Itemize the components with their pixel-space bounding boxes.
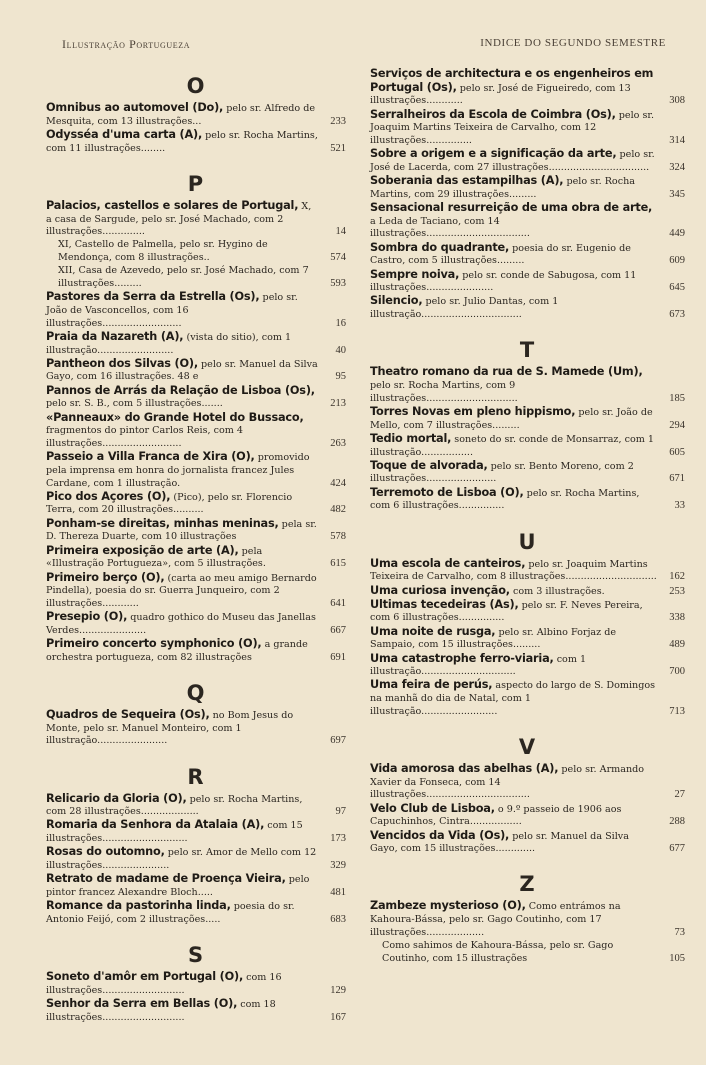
- index-entry: [370, 295, 685, 321]
- index-entry: [370, 653, 685, 679]
- entry-title: Primeiro concerto symphonico (O),: [46, 637, 262, 651]
- section-letter: O: [186, 74, 206, 98]
- entry-title: Omnibus ao automovel (Do),: [46, 101, 224, 114]
- entry-page-number: 609: [669, 255, 685, 267]
- section-spacer: [46, 749, 346, 759]
- index-entry: [46, 572, 346, 611]
- entry-title: Sobre a origem e a significação da arte,: [370, 147, 617, 161]
- entry-page-number: 233: [330, 115, 346, 127]
- entry-title: Sombra do quadrante,: [370, 240, 510, 254]
- index-entry: [370, 585, 685, 599]
- entry-title: Relicario da Gloria (O),: [46, 791, 187, 805]
- entry-page-number: 700: [669, 666, 685, 678]
- index-entry: [46, 819, 346, 845]
- section-spacer: [370, 719, 685, 729]
- entry-description: pelo sr. José de Lacerda, com 27 illustrações.................................: [370, 149, 655, 173]
- index-entry: [46, 358, 346, 384]
- index-entry: [370, 803, 685, 829]
- entry-page-number: 33: [674, 500, 685, 512]
- entry-page-number: 162: [669, 571, 685, 583]
- entry-page-number: 489: [669, 639, 685, 651]
- index-entry: [370, 68, 685, 108]
- entry-page-number: 713: [669, 705, 685, 717]
- entry-description: pelo sr. Joaquim Martins Teixeira de Carvalho, com 8 illustrações..............................: [370, 558, 657, 583]
- index-entry: [46, 900, 346, 926]
- entry-description: a Leda de Taciano, com 14 illustrações..................................: [370, 215, 530, 240]
- entry-page-number: 615: [330, 558, 346, 570]
- entry-title: Uma escola de canteiros,: [370, 556, 526, 570]
- entry-description: pelo sr. José de Figueiredo, com 13 illustrações............: [370, 82, 631, 107]
- entry-page-number: 677: [669, 843, 685, 855]
- entry-description: com 18 illustrações...........................: [46, 998, 276, 1023]
- entry-title: Retrato de madame de Proença Vieira,: [46, 872, 286, 886]
- entry-page-number: 308: [669, 95, 685, 107]
- entry-title: Uma noite de rusga,: [370, 624, 496, 638]
- entry-page-number: 324: [669, 161, 685, 173]
- entry-title: Uma feira de perús,: [370, 678, 493, 692]
- entry-description: aspecto do largo de S. Domingos na manhã do dia de Natal, com 1 illustração.........................: [370, 680, 656, 717]
- entry-page-number: 263: [330, 437, 346, 449]
- entry-description: X, a casa de Sargude, pelo sr. José Machado, com 2 illustrações..............: [46, 200, 312, 238]
- index-entry: [370, 599, 685, 625]
- entry-description: pelo sr. João de Vasconcellos, com 16 illustrações..........................: [46, 292, 298, 329]
- index-entry: [46, 412, 346, 451]
- entry-page-number: 593: [330, 278, 346, 290]
- index-entry: [370, 830, 685, 856]
- index-entry: [370, 626, 685, 652]
- index-entry: [46, 491, 346, 517]
- entry-page-number: 167: [330, 1011, 346, 1023]
- index-entry: [46, 518, 346, 544]
- entry-page-number: 667: [330, 624, 346, 636]
- entry-title: Velo Club de Lisboa,: [370, 801, 495, 815]
- entry-title: Palacios, castellos e solares de Portugal,: [46, 198, 299, 212]
- index-entry: [46, 265, 346, 290]
- index-entry: [370, 109, 685, 148]
- right-column: [370, 68, 685, 976]
- entry-page-number: 338: [669, 612, 685, 624]
- index-entry: [370, 366, 685, 405]
- entry-description: poesia do sr. Eugenio de Castro, com 5 illustrações.........: [370, 242, 631, 267]
- index-entry: [370, 242, 685, 268]
- entry-title: Torres Novas em pleno hippismo,: [370, 404, 576, 418]
- entry-title: Uma catastrophe ferro-viaria,: [370, 651, 554, 665]
- index-entry: [46, 451, 346, 490]
- index-entry: [370, 269, 685, 295]
- index-entry: [370, 406, 685, 432]
- entry-page-number: 105: [669, 952, 685, 964]
- entry-page-number: 645: [669, 282, 685, 294]
- entry-description: quadro gothico do Museu das Janellas Verdes......................: [46, 612, 316, 636]
- index-entry: [46, 545, 346, 571]
- entry-description: pelo sr. Rocha Martins, com 29 illustrações.........: [370, 176, 635, 200]
- entry-description: Como entrámos na Kahoura-Bássa, pelo sr. Gago Coutinho, com 17 illustrações...................: [370, 901, 621, 938]
- left-column: [46, 68, 346, 1035]
- entry-description: pelo sr. Manuel da Silva Gayo, com 16 illustrações. 48 e: [46, 358, 318, 383]
- entry-page-number: 294: [669, 419, 685, 431]
- entry-description: pelo sr. João de Mello, com 7 illustrações.........: [370, 406, 653, 431]
- entry-description: pelo sr. Rocha Martins, com 11 illustrações........: [46, 129, 318, 154]
- section-spacer: [46, 927, 346, 937]
- index-entry: [46, 239, 346, 264]
- entry-title: Vida amorosa das abelhas (A),: [370, 762, 559, 776]
- index-entry: [46, 638, 346, 664]
- entry-page-number: 95: [335, 371, 346, 383]
- entry-title: Odysséa d'uma carta (A),: [46, 127, 203, 141]
- entry-description: XI, Castello de Palmella, pelo sr. Hygino de Mendonça, com 8 illustrações..: [58, 239, 268, 264]
- entry-page-number: 641: [330, 597, 346, 609]
- entry-title: Passeio a Villa Franca de Xira (O),: [46, 450, 255, 464]
- entry-title: Romaria da Senhora da Atalaia (A),: [46, 818, 265, 832]
- index-entry: [46, 129, 346, 155]
- index-entry: [46, 873, 346, 899]
- section-letter: Z: [519, 872, 536, 897]
- index-entry: [46, 971, 346, 997]
- entry-description: (vista do sitio), com 1 illustração.........................: [46, 331, 292, 356]
- entry-description: pela «Illustração Portugueza», com 5 illustrações.: [46, 545, 266, 570]
- entry-page-number: 73: [674, 926, 685, 938]
- entry-title: Serviços de architectura e os engenheiros em Portugal (Os),: [370, 67, 654, 94]
- entry-title: Silencio,: [370, 294, 423, 308]
- entry-description: pelo sr. Manuel da Silva Gayo, com 15 illustrações.............: [370, 830, 629, 855]
- entry-description: pelo sr. Armando Xavier da Fonseca, com 14 illustrações..................................: [370, 764, 645, 801]
- section-spacer: [370, 856, 685, 866]
- running-header: [0, 37, 706, 53]
- entry-title: Primeira exposição de arte (A),: [46, 543, 239, 557]
- entry-page-number: 253: [669, 585, 685, 597]
- entry-title: Sensacional resurreição de uma obra de arte,: [370, 201, 653, 215]
- section-letter: S: [187, 943, 205, 968]
- entry-description: promovido pela imprensa em honra do jornalista francez Jules Cardane, com 1 illustração.: [46, 452, 310, 489]
- entry-title: Pannos de Arrás da Relação de Lisboa (Os),: [46, 383, 315, 397]
- entry-description: com 1 illustração...............................: [370, 653, 587, 678]
- entry-page-number: 691: [330, 651, 346, 663]
- entry-page-number: 697: [330, 735, 346, 747]
- section-spacer: [370, 322, 685, 332]
- index-entry: [370, 433, 685, 459]
- entry-description: pela sr. D. Thereza Duarte, com 10 illustrações: [46, 518, 317, 543]
- section-spacer: [46, 156, 346, 166]
- entry-title: Rosas do outomno,: [46, 845, 165, 859]
- entry-page-number: 424: [330, 477, 346, 489]
- entry-description: fragmentos do pintor Carlos Reis, com 4 illustrações..........................: [46, 425, 244, 449]
- entry-description: soneto do sr. conde de Monsarraz, com 1 illustração.................: [370, 433, 654, 458]
- entry-title: Pastores da Serra da Estrella (Os),: [46, 290, 260, 304]
- entry-page-number: 449: [669, 228, 685, 240]
- entry-page-number: 16: [335, 317, 346, 329]
- entry-page-number: 481: [330, 886, 346, 898]
- entry-title: Romance da pastorinha linda,: [46, 899, 231, 913]
- entry-title: Sempre noiva,: [370, 267, 460, 281]
- entry-description: com 15 illustrações............................: [46, 820, 303, 845]
- entry-page-number: 329: [330, 860, 346, 872]
- header-publication: Illustração Portugueza: [62, 37, 191, 51]
- entry-title: Zambeze mysterioso (O),: [370, 899, 526, 913]
- entry-title: Quadros de Sequeira (Os),: [46, 707, 210, 721]
- section-letter: R: [187, 764, 205, 789]
- entry-title: Primeiro berço (O),: [46, 570, 165, 584]
- section-spacer: [370, 966, 685, 976]
- entry-title: Toque de alvorada,: [370, 458, 488, 472]
- entry-page-number: 27: [674, 789, 685, 801]
- index-entry: [370, 460, 685, 486]
- entry-description: XII, Casa de Azevedo, pelo sr. José Machado, com 7 illustrações.........: [58, 265, 309, 290]
- entry-page-number: 671: [669, 473, 685, 485]
- index-entry: [46, 709, 346, 748]
- entry-title: Soneto d'amôr em Portugal (O),: [46, 970, 244, 984]
- entry-page-number: 129: [330, 984, 346, 996]
- entry-description: poesia do sr. Antonio Feijó, com 2 illustrações.....: [46, 901, 295, 925]
- section-letter: Q: [186, 680, 206, 705]
- index-entry: [46, 385, 346, 411]
- index-entry: [370, 148, 685, 174]
- index-entry: [46, 331, 346, 357]
- entry-title: Praia da Nazareth (A),: [46, 329, 184, 343]
- index-entry: [370, 940, 685, 965]
- entry-description: pelo pintor francez Alexandre Bloch.....: [46, 874, 310, 898]
- entry-title: Pantheon dos Silvas (O),: [46, 356, 198, 370]
- entry-description: com 16 illustrações...........................: [46, 972, 282, 996]
- entry-title: Ponham-se direitas, minhas meninas,: [46, 516, 279, 530]
- entry-page-number: 288: [669, 816, 685, 828]
- header-section: INDICE DO SEGUNDO SEMESTRE: [480, 37, 666, 49]
- entry-description: pelo sr. Alfredo de Mesquita, com 13 illustrações...: [46, 103, 316, 127]
- entry-description: pelo sr. Julio Dantas, com 1 illustração.................................: [370, 296, 559, 321]
- index-entry: [46, 846, 346, 872]
- entry-page-number: 673: [669, 309, 685, 321]
- entry-page-number: 605: [669, 446, 685, 458]
- section-letter: U: [518, 529, 537, 554]
- entry-description: a grande orchestra portugueza, com 82 illustrações: [46, 639, 308, 663]
- entry-description: no Bom Jesus do Monte, pelo sr. Manuel Monteiro, com 1 illustração.......................: [46, 709, 294, 747]
- entry-title: Presepio (O),: [46, 610, 128, 624]
- entry-description: pelo sr. conde de Sabugosa, com 11 illustrações......................: [370, 269, 637, 294]
- entry-title: Soberania das estampilhas (A),: [370, 174, 564, 188]
- index-entry: [370, 487, 685, 513]
- entry-title: Vencidos da Vida (Os),: [370, 828, 510, 842]
- section-letter: P: [187, 171, 205, 196]
- entry-title: Serralheiros da Escola de Coimbra (Os),: [370, 107, 616, 121]
- index-entry: [370, 763, 685, 802]
- entry-page-number: 97: [335, 806, 346, 818]
- entry-title: Tedio mortal,: [370, 431, 452, 445]
- entry-title: Pico dos Açores (O),: [46, 489, 171, 503]
- section-spacer: [370, 514, 685, 524]
- entry-description: (Pico), pelo sr. Florencio Terra, com 20 illustrações..........: [46, 491, 293, 516]
- index-entry: [370, 900, 685, 939]
- index-entry: [370, 679, 685, 718]
- entry-title: Ultimas tecedeiras (As),: [370, 597, 519, 611]
- entry-description: com 3 illustrações.: [512, 585, 605, 597]
- entry-page-number: 213: [330, 398, 346, 410]
- entry-description: pelo sr. Amor de Mello com 12 illustrações......................: [46, 847, 317, 872]
- entry-page-number: 578: [330, 531, 346, 543]
- entry-page-number: 40: [335, 344, 346, 356]
- entry-description: pelo sr. F. Neves Pereira, com 6 illustrações...............: [370, 599, 643, 624]
- index-entry: [370, 558, 685, 584]
- entry-title: Theatro romano da rua de S. Mamede (Um),: [370, 365, 643, 379]
- entry-description: pelo sr. Joaquim Martins Teixeira de Carvalho, com 12 illustrações...............: [370, 109, 654, 147]
- index-entry: [46, 793, 346, 819]
- index-entry: [46, 611, 346, 637]
- entry-description: pelo sr. S. B., com 5 illustrações.......: [46, 398, 223, 410]
- entry-description: pelo sr. Rocha Martins, com 28 illustrações...................: [46, 793, 303, 818]
- entry-page-number: 482: [330, 504, 346, 516]
- entry-title: Uma curiosa invenção,: [370, 583, 510, 597]
- entry-page-number: 185: [669, 392, 685, 404]
- entry-description: Como sahimos de Kahoura-Bássa, pelo sr. Gago Coutinho, com 15 illustrações: [382, 940, 614, 964]
- section-spacer: [46, 665, 346, 675]
- index-entry: [46, 102, 346, 128]
- entry-description: pelo sr. Albino Forjaz de Sampaio, com 15 illustrações.........: [370, 626, 617, 651]
- index-entry: [46, 998, 346, 1024]
- entry-description: pelo sr. Bento Moreno, com 2 illustrações.......................: [370, 460, 634, 485]
- entry-title: «Panneaux» do Grande Hotel do Bussaco,: [46, 410, 304, 424]
- entry-title: Senhor da Serra em Bellas (O),: [46, 996, 238, 1010]
- index-entry: [46, 200, 346, 239]
- entry-title: Terremoto de Lisboa (O),: [370, 485, 524, 499]
- entry-page-number: 574: [330, 252, 346, 264]
- index-entry: [46, 291, 346, 330]
- entry-page-number: 521: [330, 142, 346, 154]
- entry-description: pelo sr. Rocha Martins, com 9 illustrações..............................: [370, 380, 518, 404]
- index-entry: [370, 175, 685, 201]
- entry-page-number: 683: [330, 913, 346, 925]
- entry-page-number: 345: [669, 188, 685, 200]
- section-spacer: [46, 1025, 346, 1035]
- entry-page-number: 314: [669, 135, 685, 147]
- entry-description: o 9.º passeio de 1906 aos Capuchinhos, Cintra.................: [370, 803, 622, 828]
- entry-description: pelo sr. Rocha Martins, com 6 illustrações...............: [370, 487, 640, 512]
- section-letter: T: [519, 338, 536, 363]
- entry-description: (carta ao meu amigo Bernardo Pindella), poesia do sr. Guerra Junqueiro, com 2 illustrações............: [46, 572, 317, 609]
- entry-page-number: 173: [330, 833, 346, 845]
- entry-page-number: 14: [335, 226, 346, 238]
- index-entry: [370, 202, 685, 241]
- section-letter: V: [518, 735, 537, 760]
